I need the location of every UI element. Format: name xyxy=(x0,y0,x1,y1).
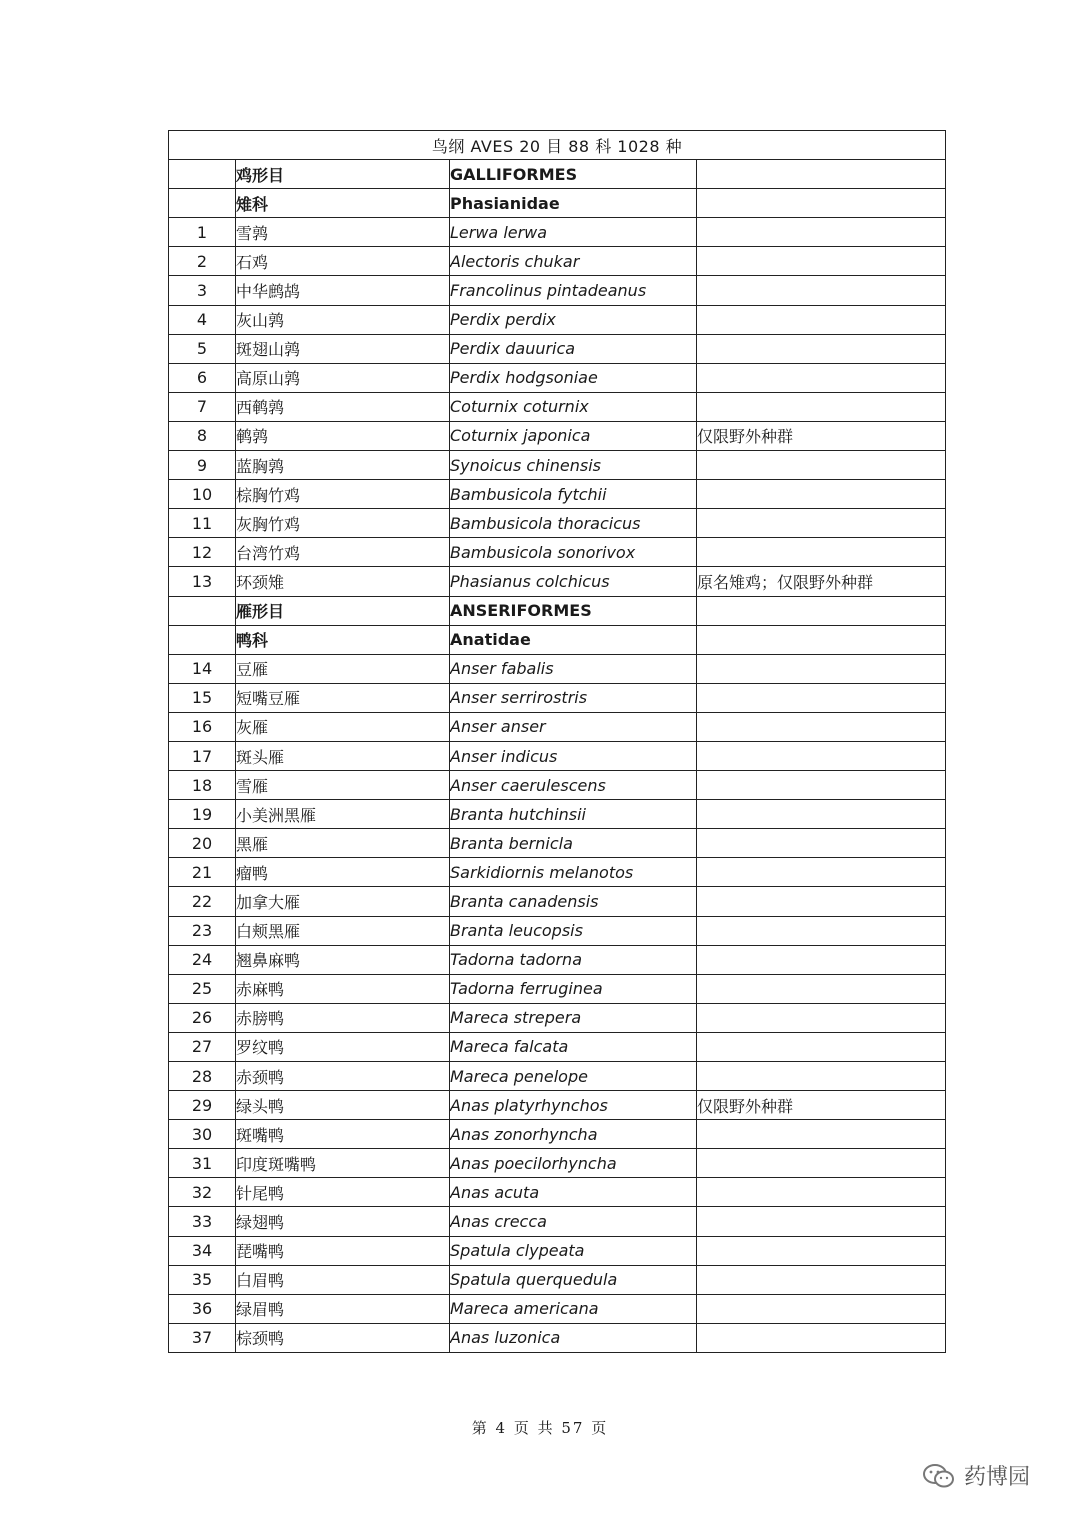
table-row xyxy=(169,741,946,770)
species-note xyxy=(697,974,946,1003)
wechat-icon xyxy=(922,1463,956,1489)
species-number: 20 xyxy=(169,829,236,858)
family-name-cn: 鸭科 xyxy=(236,625,450,654)
blank-cell xyxy=(169,625,236,654)
species-number: 14 xyxy=(169,654,236,683)
table-row xyxy=(169,1207,946,1236)
species-note xyxy=(697,712,946,741)
family-name-sci: Anatidae xyxy=(450,625,697,654)
species-note xyxy=(697,654,946,683)
species-name-sci: Mareca americana xyxy=(450,1294,697,1323)
species-note xyxy=(697,1236,946,1265)
species-name-sci: Anser fabalis xyxy=(450,654,697,683)
species-note xyxy=(697,1003,946,1032)
species-name-cn: 琵嘴鸭 xyxy=(236,1236,450,1265)
species-number: 29 xyxy=(169,1091,236,1120)
species-name-cn: 印度斑嘴鸭 xyxy=(236,1149,450,1178)
order-row xyxy=(169,596,946,625)
table-row xyxy=(169,712,946,741)
table-row xyxy=(169,1149,946,1178)
table-row xyxy=(169,829,946,858)
table-row xyxy=(169,509,946,538)
table-row xyxy=(169,305,946,334)
species-name-cn: 黑雁 xyxy=(236,829,450,858)
species-number: 15 xyxy=(169,683,236,712)
table-row xyxy=(169,480,946,509)
species-name-cn: 豆雁 xyxy=(236,654,450,683)
species-note xyxy=(697,741,946,770)
table-row xyxy=(169,974,946,1003)
species-number: 2 xyxy=(169,247,236,276)
species-number: 13 xyxy=(169,567,236,596)
table-row xyxy=(169,247,946,276)
species-name-cn: 石鸡 xyxy=(236,247,450,276)
species-name-cn: 雪鹑 xyxy=(236,218,450,247)
species-name-sci: Anas acuta xyxy=(450,1178,697,1207)
species-name-sci: Spatula clypeata xyxy=(450,1236,697,1265)
species-name-sci: Perdix perdix xyxy=(450,305,697,334)
species-name-cn: 绿眉鸭 xyxy=(236,1294,450,1323)
species-name-cn: 白颊黑雁 xyxy=(236,916,450,945)
family-name-sci: Phasianidae xyxy=(450,189,697,218)
order-name-cn: 雁形目 xyxy=(236,596,450,625)
species-name-cn: 罗纹鸭 xyxy=(236,1032,450,1061)
species-number: 26 xyxy=(169,1003,236,1032)
species-name-sci: Bambusicola thoracicus xyxy=(450,509,697,538)
species-name-sci: Perdix dauurica xyxy=(450,334,697,363)
species-name-sci: Mareca penelope xyxy=(450,1062,697,1091)
species-note xyxy=(697,1323,946,1352)
species-name-sci: Synoicus chinensis xyxy=(450,451,697,480)
species-number: 11 xyxy=(169,509,236,538)
species-note xyxy=(697,829,946,858)
species-name-cn: 高原山鹑 xyxy=(236,363,450,392)
watermark-text: 药博园 xyxy=(964,1465,1031,1490)
table-row xyxy=(169,421,946,450)
species-name-sci: Anser indicus xyxy=(450,741,697,770)
table-row xyxy=(169,1294,946,1323)
species-name-sci: Coturnix japonica xyxy=(450,421,697,450)
species-note xyxy=(697,509,946,538)
species-name-sci: Anas zonorhyncha xyxy=(450,1120,697,1149)
species-name-cn: 绿头鸭 xyxy=(236,1091,450,1120)
species-name-sci: Bambusicola sonorivox xyxy=(450,538,697,567)
species-number: 27 xyxy=(169,1032,236,1061)
table-row xyxy=(169,334,946,363)
species-number: 19 xyxy=(169,800,236,829)
species-note xyxy=(697,480,946,509)
species-name-sci: Alectoris chukar xyxy=(450,247,697,276)
species-name-sci: Tadorna ferruginea xyxy=(450,974,697,1003)
table-row xyxy=(169,392,946,421)
species-name-sci: Anas crecca xyxy=(450,1207,697,1236)
species-number: 18 xyxy=(169,771,236,800)
species-name-sci: Bambusicola fytchii xyxy=(450,480,697,509)
species-name-cn: 小美洲黑雁 xyxy=(236,800,450,829)
species-name-sci: Branta canadensis xyxy=(450,887,697,916)
table-row xyxy=(169,1178,946,1207)
species-name-cn: 针尾鸭 xyxy=(236,1178,450,1207)
table-row xyxy=(169,683,946,712)
family-row xyxy=(169,189,946,218)
species-note: 仅限野外种群 xyxy=(697,1091,946,1120)
species-name-cn: 西鹌鹑 xyxy=(236,392,450,421)
species-note: 原名雉鸡；仅限野外种群 xyxy=(697,567,946,596)
species-number: 33 xyxy=(169,1207,236,1236)
species-note xyxy=(697,1120,946,1149)
species-note xyxy=(697,1032,946,1061)
table-row xyxy=(169,916,946,945)
table-row xyxy=(169,887,946,916)
species-name-sci: Lerwa lerwa xyxy=(450,218,697,247)
table-row xyxy=(169,945,946,974)
table-row xyxy=(169,363,946,392)
species-number: 9 xyxy=(169,451,236,480)
table-row xyxy=(169,451,946,480)
species-note xyxy=(697,538,946,567)
species-number: 16 xyxy=(169,712,236,741)
watermark xyxy=(922,1460,1030,1491)
species-name-sci: Anser caerulescens xyxy=(450,771,697,800)
order-row xyxy=(169,160,946,189)
species-table xyxy=(168,130,946,1353)
species-note xyxy=(697,1062,946,1091)
species-note xyxy=(697,916,946,945)
species-name-cn: 赤麻鸭 xyxy=(236,974,450,1003)
species-name-sci: Mareca strepera xyxy=(450,1003,697,1032)
species-name-cn: 环颈雉 xyxy=(236,567,450,596)
species-number: 10 xyxy=(169,480,236,509)
species-note xyxy=(697,305,946,334)
species-note xyxy=(697,945,946,974)
species-note xyxy=(697,1207,946,1236)
order-name-sci: ANSERIFORMES xyxy=(450,596,697,625)
note-cell xyxy=(697,189,946,218)
table-row xyxy=(169,1091,946,1120)
species-number: 6 xyxy=(169,363,236,392)
species-number: 17 xyxy=(169,741,236,770)
species-note xyxy=(697,1178,946,1207)
species-name-cn: 加拿大雁 xyxy=(236,887,450,916)
blank-cell xyxy=(169,596,236,625)
species-note xyxy=(697,887,946,916)
species-name-sci: Branta bernicla xyxy=(450,829,697,858)
species-note xyxy=(697,451,946,480)
species-name-cn: 灰胸竹鸡 xyxy=(236,509,450,538)
species-name-cn: 赤颈鸭 xyxy=(236,1062,450,1091)
table-row xyxy=(169,771,946,800)
species-note xyxy=(697,392,946,421)
species-note xyxy=(697,218,946,247)
species-name-sci: Anser anser xyxy=(450,712,697,741)
species-number: 25 xyxy=(169,974,236,1003)
species-name-sci: Branta hutchinsii xyxy=(450,800,697,829)
species-name-sci: Anas platyrhynchos xyxy=(450,1091,697,1120)
table-row xyxy=(169,654,946,683)
blank-cell xyxy=(169,160,236,189)
species-number: 32 xyxy=(169,1178,236,1207)
note-cell xyxy=(697,596,946,625)
species-number: 8 xyxy=(169,421,236,450)
order-name-cn: 鸡形目 xyxy=(236,160,450,189)
species-name-cn: 斑头雁 xyxy=(236,741,450,770)
species-name-sci: Mareca falcata xyxy=(450,1032,697,1061)
species-note xyxy=(697,276,946,305)
species-name-sci: Phasianus colchicus xyxy=(450,567,697,596)
species-number: 7 xyxy=(169,392,236,421)
species-name-cn: 翘鼻麻鸭 xyxy=(236,945,450,974)
species-name-sci: Tadorna tadorna xyxy=(450,945,697,974)
species-number: 5 xyxy=(169,334,236,363)
table-row xyxy=(169,276,946,305)
table-row xyxy=(169,538,946,567)
order-name-sci: GALLIFORMES xyxy=(450,160,697,189)
species-name-cn: 蓝胸鹑 xyxy=(236,451,450,480)
species-number: 12 xyxy=(169,538,236,567)
species-number: 37 xyxy=(169,1323,236,1352)
species-name-cn: 中华鹧鸪 xyxy=(236,276,450,305)
species-name-cn: 灰雁 xyxy=(236,712,450,741)
species-name-cn: 斑翅山鹑 xyxy=(236,334,450,363)
species-name-sci: Anas poecilorhyncha xyxy=(450,1149,697,1178)
species-number: 21 xyxy=(169,858,236,887)
species-number: 30 xyxy=(169,1120,236,1149)
species-note xyxy=(697,683,946,712)
species-note xyxy=(697,363,946,392)
species-name-cn: 斑嘴鸭 xyxy=(236,1120,450,1149)
species-number: 4 xyxy=(169,305,236,334)
species-name-cn: 绿翅鸭 xyxy=(236,1207,450,1236)
species-name-cn: 短嘴豆雁 xyxy=(236,683,450,712)
species-name-cn: 灰山鹑 xyxy=(236,305,450,334)
table-row xyxy=(169,1032,946,1061)
species-number: 23 xyxy=(169,916,236,945)
table-row xyxy=(169,858,946,887)
species-name-sci: Coturnix coturnix xyxy=(450,392,697,421)
species-note xyxy=(697,247,946,276)
species-note xyxy=(697,334,946,363)
blank-cell xyxy=(169,189,236,218)
species-name-sci: Sarkidiornis melanotos xyxy=(450,858,697,887)
species-note xyxy=(697,858,946,887)
species-number: 22 xyxy=(169,887,236,916)
species-note xyxy=(697,771,946,800)
table-row xyxy=(169,1062,946,1091)
species-name-sci: Spatula querquedula xyxy=(450,1265,697,1294)
table-row xyxy=(169,567,946,596)
species-number: 36 xyxy=(169,1294,236,1323)
species-note xyxy=(697,800,946,829)
species-number: 34 xyxy=(169,1236,236,1265)
species-name-cn: 台湾竹鸡 xyxy=(236,538,450,567)
table-row xyxy=(169,1323,946,1352)
table-title: 鸟纲 AVES 20 目 88 科 1028 种 xyxy=(169,131,946,160)
table-title-row xyxy=(169,131,946,160)
table-row xyxy=(169,800,946,829)
page-footer: 第 4 页 共 57 页 xyxy=(471,1419,609,1437)
species-note xyxy=(697,1149,946,1178)
table-row xyxy=(169,218,946,247)
species-name-sci: Francolinus pintadeanus xyxy=(450,276,697,305)
note-cell xyxy=(697,160,946,189)
species-note xyxy=(697,1294,946,1323)
species-name-cn: 棕颈鸭 xyxy=(236,1323,450,1352)
species-number: 24 xyxy=(169,945,236,974)
species-note: 仅限野外种群 xyxy=(697,421,946,450)
table-row xyxy=(169,1236,946,1265)
species-name-sci: Anser serrirostris xyxy=(450,683,697,712)
species-name-cn: 棕胸竹鸡 xyxy=(236,480,450,509)
species-name-cn: 赤膀鸭 xyxy=(236,1003,450,1032)
table-row xyxy=(169,1120,946,1149)
species-name-sci: Anas luzonica xyxy=(450,1323,697,1352)
species-name-sci: Branta leucopsis xyxy=(450,916,697,945)
species-number: 28 xyxy=(169,1062,236,1091)
species-number: 35 xyxy=(169,1265,236,1294)
species-name-cn: 鹌鹑 xyxy=(236,421,450,450)
note-cell xyxy=(697,625,946,654)
species-name-cn: 白眉鸭 xyxy=(236,1265,450,1294)
species-name-sci: Perdix hodgsoniae xyxy=(450,363,697,392)
species-number: 31 xyxy=(169,1149,236,1178)
species-number: 3 xyxy=(169,276,236,305)
family-name-cn: 雉科 xyxy=(236,189,450,218)
species-name-cn: 瘤鸭 xyxy=(236,858,450,887)
table-row xyxy=(169,1265,946,1294)
species-name-cn: 雪雁 xyxy=(236,771,450,800)
species-note xyxy=(697,1265,946,1294)
table-row xyxy=(169,1003,946,1032)
family-row xyxy=(169,625,946,654)
species-number: 1 xyxy=(169,218,236,247)
